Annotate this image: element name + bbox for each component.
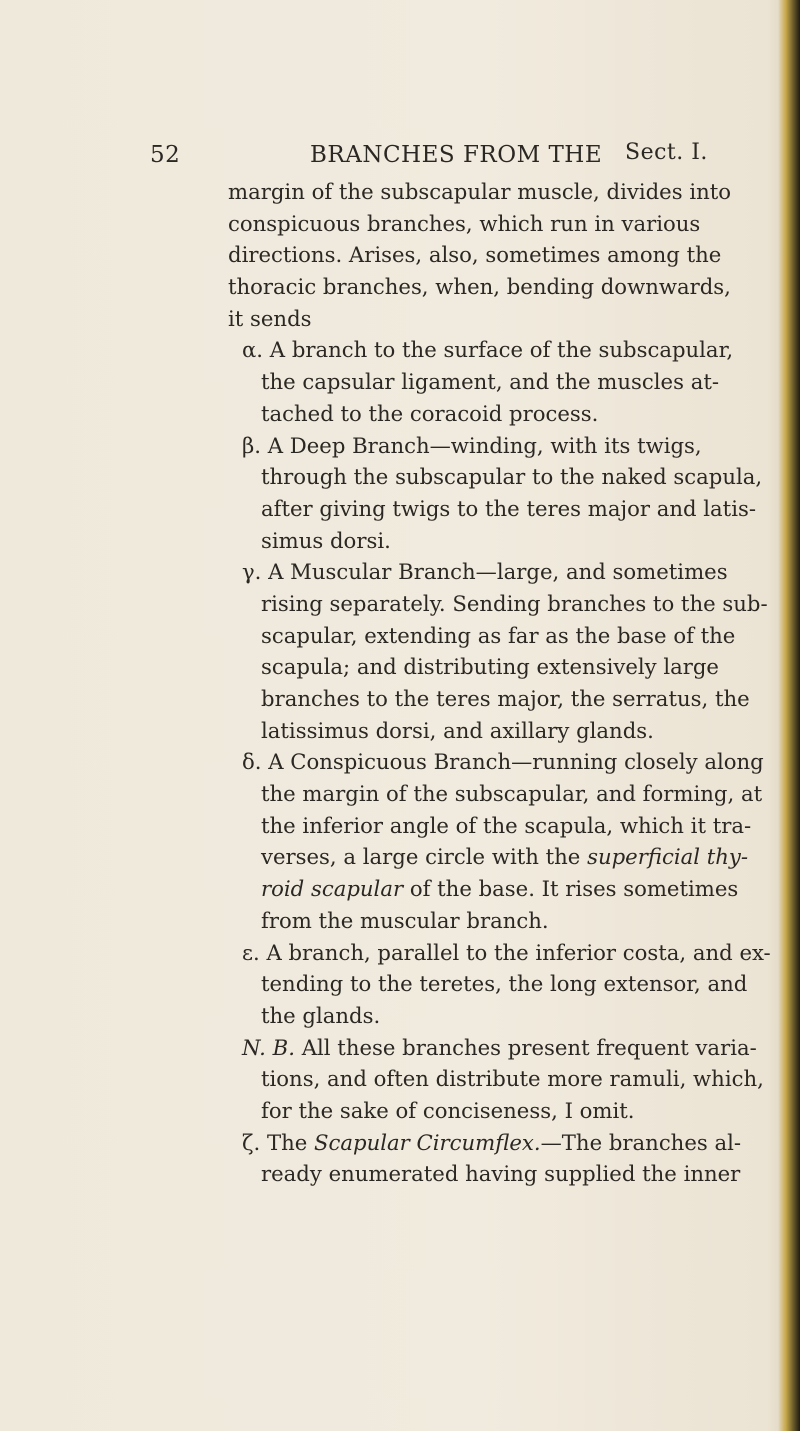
text-line: the capsular ligament, and the muscles at- bbox=[261, 369, 720, 395]
text-line: roid scapular of the base. It rises sometimes bbox=[261, 876, 739, 902]
text-line: verses, a large circle with the superficial thy- bbox=[261, 844, 749, 870]
page-number: 52 bbox=[150, 142, 181, 168]
text-line: tending to the teretes, the long extensor, and bbox=[261, 971, 748, 997]
text-line: simus dorsi. bbox=[261, 527, 391, 553]
text-line: thoracic branches, when, bending downwards, bbox=[228, 274, 731, 300]
text-line: branches to the teres major, the serratus, the bbox=[261, 686, 750, 711]
section-label: Sect. I. bbox=[625, 140, 708, 165]
text-line: through the subscapular to the naked scapula, bbox=[261, 464, 763, 490]
body-text bbox=[228, 176, 771, 1190]
running-head: BRANCHES FROM THE bbox=[310, 142, 603, 168]
text-line: from the muscular branch. bbox=[261, 907, 549, 933]
text-line: the margin of the subscapular, and forming, at bbox=[261, 781, 763, 807]
text-line: latissimus dorsi, and axillary glands. bbox=[261, 717, 654, 743]
text-line: rising separately. Sending branches to the sub- bbox=[261, 590, 768, 616]
text-line: scapular, extending as far as the base of the bbox=[261, 622, 736, 648]
text-line: ready enumerated having supplied the inner bbox=[261, 1161, 741, 1187]
list-item-gamma: γ. A Muscular Branch—large, and sometimes bbox=[242, 559, 728, 585]
list-item-alpha: α. A branch to the surface of the subscapular, bbox=[242, 337, 734, 363]
list-item-delta: δ. A Conspicuous Branch—running closely along bbox=[242, 749, 764, 775]
text-line: directions. Arises, also, sometimes among the bbox=[228, 242, 722, 268]
list-item-zeta: ζ. The Scapular Circumflex.—The branches al- bbox=[242, 1129, 742, 1155]
list-item-beta: β. A Deep Branch—winding, with its twigs, bbox=[242, 432, 702, 458]
list-item-epsilon: ε. A branch, parallel to the inferior costa, and ex- bbox=[242, 939, 771, 965]
text-line: after giving twigs to the teres major and latis- bbox=[261, 495, 756, 521]
nota-bene: N. B. All these branches present frequent varia- bbox=[242, 1034, 757, 1060]
text-line: conspicuous branches, which run in various bbox=[228, 210, 701, 236]
text-line: margin of the subscapular muscle, divides into bbox=[228, 179, 732, 204]
text-line: it sends bbox=[228, 305, 312, 331]
text-line: the inferior angle of the scapula, which it tra- bbox=[261, 812, 752, 838]
text-line: tions, and often distribute more ramuli, which, bbox=[261, 1066, 764, 1092]
page-gutter-shadow bbox=[778, 0, 800, 1431]
text-line: the glands. bbox=[261, 1002, 381, 1028]
text-line: for the sake of conciseness, I omit. bbox=[261, 1097, 635, 1123]
text-line: scapula; and distributing extensively large bbox=[261, 654, 719, 680]
text-line: tached to the coracoid process. bbox=[261, 400, 599, 426]
